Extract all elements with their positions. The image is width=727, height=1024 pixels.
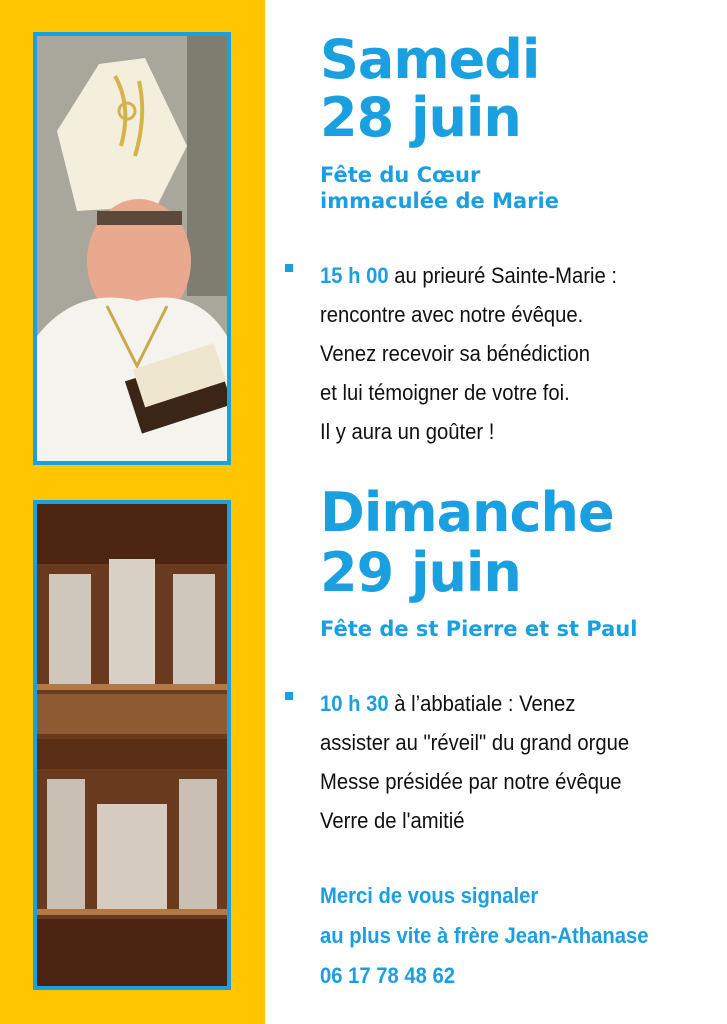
bullet-square-icon — [285, 264, 293, 272]
sunday-line-0: à l’abbatiale : Venez — [388, 691, 576, 716]
sunday-line-3: Verre de l'amitié — [320, 808, 465, 833]
bishop-photo-icon — [37, 36, 227, 461]
saturday-details — [285, 256, 715, 451]
contact-line-2: au plus vite à frère Jean-Athanase — [320, 923, 649, 948]
saturday-subtitle-1: Fête du Cœur — [320, 163, 481, 187]
event-content — [265, 0, 727, 1024]
saturday-line-2: Venez recevoir sa bénédiction — [320, 341, 591, 366]
sunday-title-day: Dimanche — [320, 481, 614, 544]
saturday-title-date: 28 juin — [320, 86, 521, 149]
organ-photo — [33, 500, 231, 990]
sunday-title-date: 29 juin — [320, 541, 521, 604]
saturday-line-4: Il y aura un goûter ! — [320, 419, 495, 444]
sunday-line-1: assister au "réveil" du grand orgue — [320, 730, 630, 755]
contact-block — [320, 876, 720, 996]
bullet-square-icon — [285, 692, 293, 700]
saturday-title-day: Samedi — [320, 28, 540, 91]
saturday-subtitle-2: immaculée de Marie — [320, 189, 559, 213]
saturday-line-0: au prieuré Sainte-Marie : — [388, 263, 618, 288]
sunday-line-2: Messe présidée par notre évêque — [320, 769, 622, 794]
sunday-subtitle: Fête de st Pierre et st Paul — [320, 617, 638, 641]
yellow-sidebar — [0, 0, 265, 1024]
saturday-line-1: rencontre avec notre évêque. — [320, 302, 584, 327]
sunday-time: 10 h 30 — [320, 691, 389, 716]
contact-phone[interactable]: 06 17 78 48 62 — [320, 963, 456, 988]
contact-line-1: Merci de vous signaler — [320, 883, 539, 908]
organ-photo-icon — [37, 504, 227, 986]
sunday-line-time — [320, 684, 683, 723]
sunday-details — [285, 684, 715, 840]
saturday-line-3: et lui témoigner de votre foi. — [320, 380, 570, 405]
saturday-line-time — [320, 256, 683, 295]
bishop-photo — [33, 32, 231, 465]
saturday-time: 15 h 00 — [320, 263, 389, 288]
